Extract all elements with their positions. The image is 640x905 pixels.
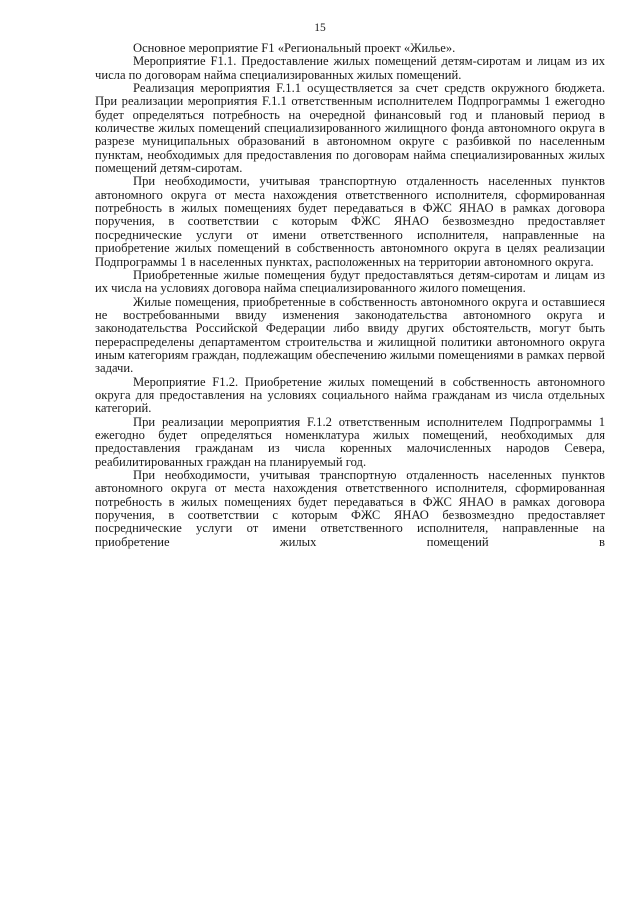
paragraph-activity-f1-2-title: Мероприятие F1.2. Приобретение жилых помещений в собственность автономного округа для предоставления на условиях социального найма гражданам из числа отдельных категорий. xyxy=(95,374,605,416)
page-number: 15 xyxy=(314,22,326,34)
paragraph-activity-f1-2-nomenclature: При реализации мероприятия F.1.2 ответственным исполнителем Подпрограммы 1 ежегодно будет определяться номенклатура жилых помещений, необходимых для предоставления гражданам из числа коренных малочисленных народов Севера, реабилитированных граждан на планируемый год. xyxy=(95,414,605,469)
paragraph-housing-provision: Приобретенные жилые помещения будут предоставляться детям-сиротам и лицам из их числа на условиях договора найма специализированного жилого помещения. xyxy=(95,267,605,296)
paragraph-activity-f1-1-title: Мероприятие F1.1. Предоставление жилых помещений детям-сиротам и лицам из их числа по договорам найма специализированных жилых помещений. xyxy=(95,54,605,82)
paragraph-fzhs-transfer: При необходимости, учитывая транспортную отдаленность населенных пунктов автономного округа от места нахождения ответственного исполнителя, сформированная потребность в жилых помещениях будет передаваться в ФЖС ЯНАО в рамках договора поручения, в соответствии с которым ФЖС ЯНАО безвозмездно предоставляет посреднические услуги от имени ответственного исполнителя, направленные на приобретение жилых помещений в собственность автономного округа в целях реализации Подпрограммы 1 в населенных пунктах, расположенных на территории автономного округа. xyxy=(95,174,605,269)
paragraph-activity-f1-1-funding: Реализация мероприятия F.1.1 осуществляется за счет средств окружного бюджета. При реализации мероприятия F.1.1 ответственным исполнителем Подпрограммы 1 ежегодно будет определяться потребность на очередной финансовый год и плановый период в количестве жилых помещений специализированного жилищного фонда автономного округа в разрезе муниципальных образований в автономном округе с разбивкой по населенным пунктам, необходимых для предоставления по договорам найма специализированных жилых помещений детям-сиротам. xyxy=(95,81,605,176)
document-body xyxy=(95,42,605,549)
paragraph-housing-redistribution: Жилые помещения, приобретенные в собственность автономного округа и оставшиеся не востребованными ввиду изменения законодательства автономного округа и законодательства Российской Федерации либо ввиду других обстоятельств, могут быть перераспределены департаментом строительства и жилищной политики автономного округа иным категориям граждан, подлежащим обеспечению жилыми помещениями в рамках первой задачи. xyxy=(95,294,605,376)
paragraph-main-activity-f1: Основное мероприятие F1 «Региональный проект «Жилье». xyxy=(133,41,456,55)
paragraph-fzhs-transfer-2: При необходимости, учитывая транспортную отдаленность населенных пунктов автономного округа от места нахождения ответственного исполнителя, сформированная потребность в жилых помещениях будет передаваться в ФЖС ЯНАО в рамках договора поручения, в соответствии с которым ФЖС ЯНАО безвозмездно предоставляет посреднические услуги от имени ответственного исполнителя, направленные на приобретение жилых помещений в xyxy=(95,468,605,549)
